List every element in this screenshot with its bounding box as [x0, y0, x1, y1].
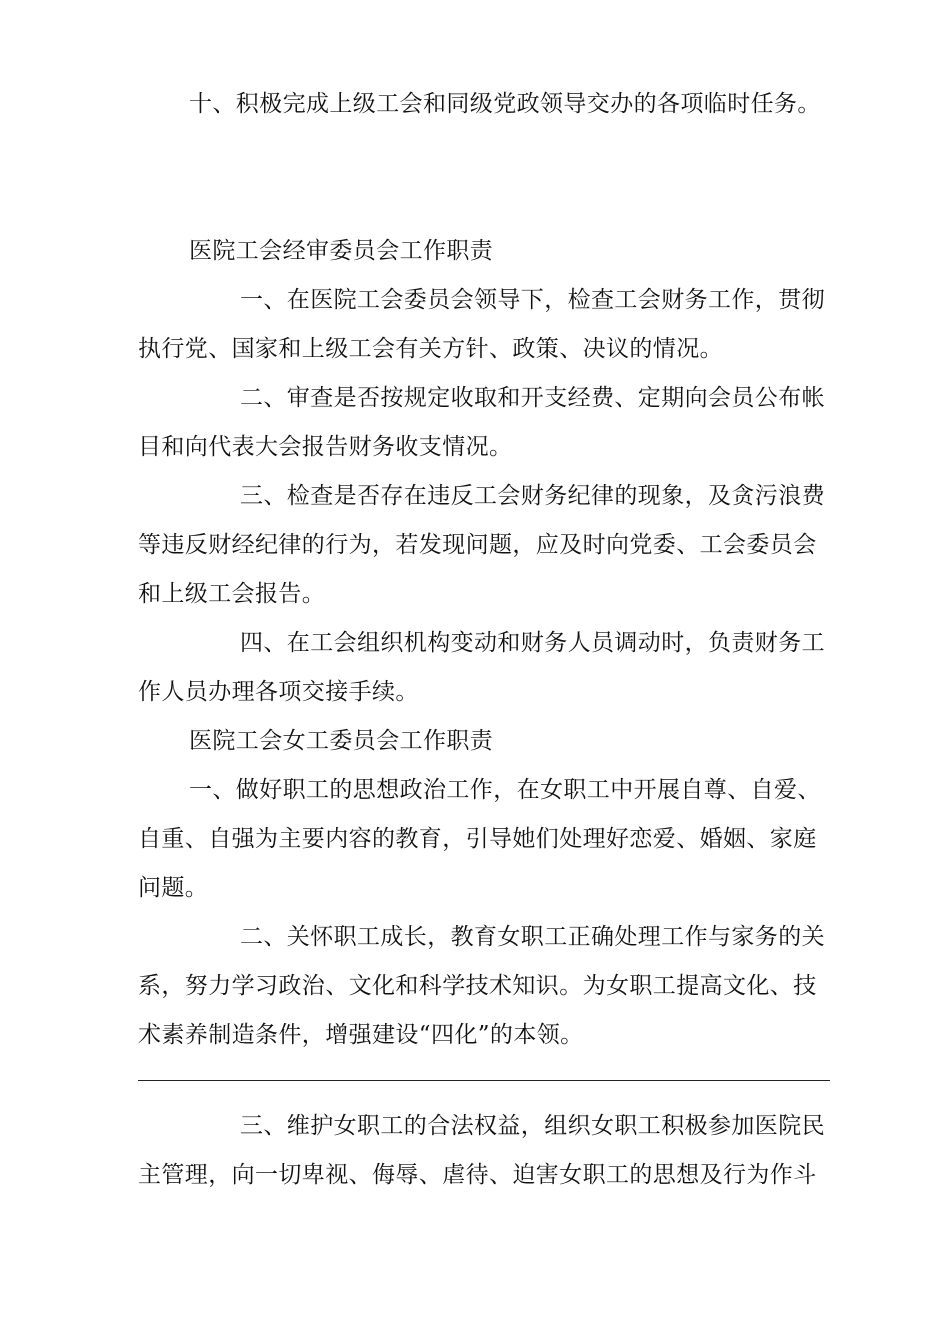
- women-item1-line1: 一、做好职工的思想政治工作，在女职工中开展自尊、自爱、: [189, 777, 821, 803]
- audit-item2-line2: 目和向代表大会报告财务收支情况。: [138, 434, 513, 460]
- women-item2-line1: 二、关怀职工成长，教育女职工正确处理工作与家务的关: [240, 924, 825, 950]
- horizontal-divider: [138, 1080, 830, 1081]
- women-item3-line1: 三、维护女职工的合法权益，组织女职工积极参加医院民: [240, 1113, 825, 1139]
- item-ten: 十、积极完成上级工会和同级党政领导交办的各项临时任务。: [189, 91, 821, 117]
- women-item2-line3: 术素养制造条件，增强建设“四化”的本领。: [138, 1022, 584, 1048]
- women-committee-continued: [138, 1102, 830, 1200]
- top-section: [138, 80, 830, 129]
- women-committee-heading: 医院工会女工委员会工作职责: [189, 728, 494, 754]
- women-item2-line2: 系，努力学习政治、文化和科学技术知识。为女职工提高文化、技: [138, 973, 817, 999]
- audit-item1-line2: 执行党、国家和上级工会有关方针、政策、决议的情况。: [138, 336, 723, 362]
- audit-item1-line1: 一、在医院工会委员会领导下，检查工会财务工作，贯彻: [240, 287, 825, 313]
- audit-item2-line1: 二、审查是否按规定收取和开支经费、定期向会员公布帐: [240, 385, 825, 411]
- audit-item4-line2: 作人员办理各项交接手续。: [138, 679, 419, 705]
- audit-committee-section: [138, 227, 830, 1060]
- audit-item3-line1: 三、检查是否存在违反工会财务纪律的现象，及贪污浪费: [240, 483, 825, 509]
- audit-committee-heading: 医院工会经审委员会工作职责: [189, 238, 494, 264]
- audit-item3-line3: 和上级工会报告。: [138, 581, 326, 607]
- women-item1-line2: 自重、自强为主要内容的教育，引导她们处理好恋爱、婚姻、家庭: [138, 826, 817, 852]
- audit-item3-line2: 等违反财经纪律的行为，若发现问题，应及时向党委、工会委员会: [138, 532, 817, 558]
- women-item1-line3: 问题。: [138, 875, 209, 901]
- women-item3-line2: 主管理，向一切卑视、侮辱、虐待、迫害女职工的思想及行为作斗: [138, 1162, 817, 1188]
- audit-item4-line1: 四、在工会组织机构变动和财务人员调动时，负责财务工: [240, 630, 825, 656]
